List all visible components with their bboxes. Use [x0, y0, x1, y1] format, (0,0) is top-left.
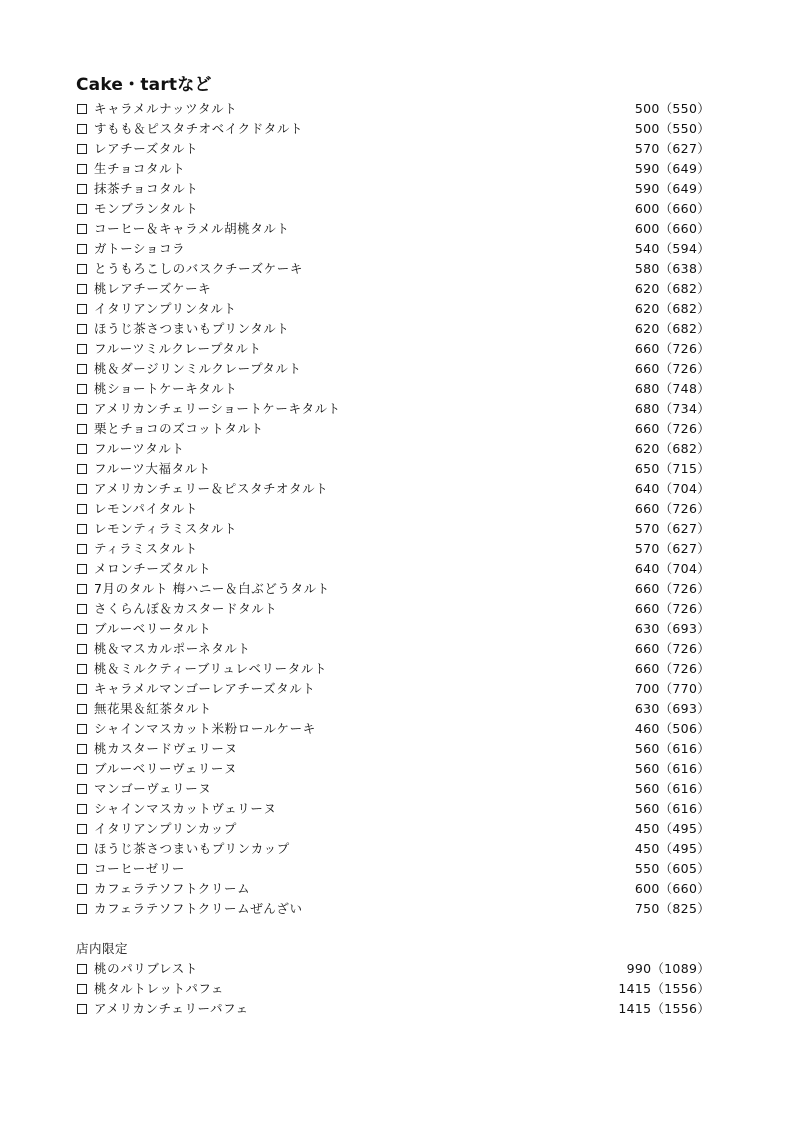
item-name: フルーツ大福タルト: [94, 461, 211, 476]
item-name: ブルーベリーヴェリーヌ: [94, 761, 238, 776]
item-name: 桃＆ミルクティーブリュレベリータルト: [94, 661, 328, 676]
item-price: 560（616）: [634, 761, 710, 776]
checkbox-icon[interactable]: [77, 224, 87, 234]
item-name: さくらんぼ＆カスタードタルト: [94, 601, 278, 616]
item-name: マンゴーヴェリーヌ: [94, 781, 212, 796]
item-name: フルーツミルクレープタルト: [94, 341, 262, 356]
menu-item: [76, 659, 716, 679]
menu-item: [76, 279, 716, 299]
item-name: ガトーショコラ: [94, 241, 186, 256]
item-price: 620（682）: [634, 441, 710, 456]
checkbox-icon[interactable]: [77, 724, 87, 734]
item-name: 桃＆マスカルポーネタルト: [94, 641, 251, 656]
checkbox-icon[interactable]: [77, 364, 87, 374]
menu-item: [76, 439, 716, 459]
checkbox-icon[interactable]: [77, 464, 87, 474]
item-name: ティラミスタルト: [94, 541, 198, 556]
menu-item: [76, 599, 716, 619]
checkbox-icon[interactable]: [77, 784, 87, 794]
item-price: 750（825）: [634, 901, 710, 916]
item-price: 680（748）: [634, 381, 710, 396]
menu-item: [76, 359, 716, 379]
menu-item: [76, 119, 716, 139]
menu-item: [76, 959, 716, 979]
item-name: 桃レアチーズケーキ: [94, 281, 212, 296]
item-name: カフェラテソフトクリームぜんざい: [94, 901, 303, 916]
item-name: ほうじ茶さつまいもプリンカップ: [94, 841, 290, 856]
checkbox-icon[interactable]: [77, 124, 87, 134]
item-name: 7月のタルト 梅ハニー＆白ぶどうタルト: [94, 581, 330, 596]
menu-item: [76, 579, 716, 599]
menu-item: [76, 399, 716, 419]
item-price: 620（682）: [634, 281, 710, 296]
item-name: 栗とチョコのズコットタルト: [94, 421, 264, 436]
item-name: コーヒーゼリー: [94, 861, 185, 876]
item-price: 660（726）: [634, 661, 710, 676]
menu-item-list: [76, 99, 716, 919]
checkbox-icon[interactable]: [77, 704, 87, 714]
checkbox-icon[interactable]: [77, 544, 87, 554]
item-price: 540（594）: [634, 241, 710, 256]
item-price: 640（704）: [634, 481, 710, 496]
menu-item: [76, 859, 716, 879]
item-price: 570（627）: [634, 141, 710, 156]
item-name: メロンチーズタルト: [94, 561, 212, 576]
menu-item: [76, 639, 716, 659]
item-name: 桃ショートケーキタルト: [94, 381, 238, 396]
item-name: キャラメルナッツタルト: [94, 101, 238, 116]
item-name: とうもろこしのバスクチーズケーキ: [94, 261, 303, 276]
menu-item: [76, 199, 716, 219]
item-name: レモンパイタルト: [94, 501, 198, 516]
item-price: 640（704）: [634, 561, 710, 576]
item-name: コーヒー＆キャラメル胡桃タルト: [94, 221, 290, 236]
checkbox-icon[interactable]: [77, 1004, 87, 1014]
checkbox-icon[interactable]: [77, 904, 87, 914]
menu-item: [76, 539, 716, 559]
item-price: 590（649）: [634, 161, 710, 176]
item-price: 450（495）: [634, 841, 710, 856]
item-price: 450（495）: [634, 821, 710, 836]
checkbox-icon[interactable]: [77, 664, 87, 674]
item-name: すもも＆ピスタチオベイクドタルト: [94, 121, 304, 136]
checkbox-icon[interactable]: [77, 384, 87, 394]
menu-item: [76, 719, 716, 739]
checkbox-icon[interactable]: [77, 864, 87, 874]
menu-item: [76, 679, 716, 699]
item-name: ほうじ茶さつまいもプリンタルト: [94, 321, 290, 336]
checkbox-icon[interactable]: [77, 644, 87, 654]
checkbox-icon[interactable]: [77, 564, 87, 574]
item-name: ブルーベリータルト: [94, 621, 212, 636]
checkbox-icon[interactable]: [77, 624, 87, 634]
menu-item: [76, 999, 716, 1019]
checkbox-icon[interactable]: [77, 984, 87, 994]
menu-item: [76, 459, 716, 479]
item-name: アメリカンチェリー＆ピスタチオタルト: [94, 481, 329, 496]
menu-item: [76, 419, 716, 439]
checkbox-icon[interactable]: [77, 244, 87, 254]
item-price: 560（616）: [634, 781, 710, 796]
checkbox-icon[interactable]: [77, 824, 87, 834]
page-title: Cake・tartなど: [76, 75, 212, 95]
menu-item: [76, 739, 716, 759]
checkbox-icon[interactable]: [77, 844, 87, 854]
item-name: シャインマスカットヴェリーヌ: [94, 801, 277, 816]
menu-item: [76, 839, 716, 859]
item-name: レアチーズタルト: [94, 141, 199, 156]
checkbox-icon[interactable]: [77, 964, 87, 974]
item-price: 660（726）: [634, 501, 710, 516]
item-price: 990（1089）: [626, 961, 710, 976]
item-name: イタリアンプリンタルト: [94, 301, 237, 316]
menu-item: [76, 339, 716, 359]
item-name: イタリアンプリンカップ: [94, 821, 237, 836]
item-name: アメリカンチェリーショートケーキタルト: [94, 401, 341, 416]
checkbox-icon[interactable]: [77, 504, 87, 514]
item-price: 630（693）: [634, 621, 710, 636]
item-name: キャラメルマンゴーレアチーズタルト: [94, 681, 316, 696]
item-price: 570（627）: [634, 541, 710, 556]
checkbox-icon[interactable]: [77, 684, 87, 694]
checkbox-icon[interactable]: [77, 524, 87, 534]
checkbox-icon[interactable]: [77, 304, 87, 314]
item-name: 桃のパリブレスト: [94, 961, 198, 976]
item-price: 660（726）: [634, 341, 710, 356]
checkbox-icon[interactable]: [77, 184, 87, 194]
menu-item: [76, 559, 716, 579]
menu-item: [76, 819, 716, 839]
item-price: 600（660）: [634, 881, 710, 896]
menu-item: [76, 759, 716, 779]
menu-item: [76, 519, 716, 539]
item-price: 1415（1556）: [618, 1001, 710, 1016]
menu-item: [76, 99, 716, 119]
checkbox-icon[interactable]: [77, 744, 87, 754]
item-price: 660（726）: [634, 601, 710, 616]
checkbox-icon[interactable]: [77, 584, 87, 594]
item-price: 500（550）: [634, 121, 710, 136]
menu-item: [76, 239, 716, 259]
item-price: 580（638）: [634, 261, 710, 276]
item-price: 460（506）: [634, 721, 710, 736]
item-price: 570（627）: [634, 521, 710, 536]
checkbox-icon[interactable]: [77, 884, 87, 894]
menu-item: [76, 619, 716, 639]
menu-item: [76, 499, 716, 519]
checkbox-icon[interactable]: [77, 344, 87, 354]
menu-item: [76, 139, 716, 159]
menu-item: [76, 479, 716, 499]
item-name: アメリカンチェリーパフェ: [94, 1001, 249, 1016]
item-price: 620（682）: [634, 301, 710, 316]
item-name: 桃タルトレットパフェ: [94, 981, 225, 996]
item-price: 630（693）: [634, 701, 710, 716]
menu-item: [76, 979, 716, 999]
item-name: モンブランタルト: [94, 201, 199, 216]
checkbox-icon[interactable]: [77, 484, 87, 494]
limited-item-list: [76, 959, 716, 1019]
checkbox-icon[interactable]: [77, 284, 87, 294]
item-price: 550（605）: [634, 861, 710, 876]
item-price: 660（726）: [634, 361, 710, 376]
checkbox-icon[interactable]: [77, 764, 87, 774]
item-price: 600（660）: [634, 221, 710, 236]
item-price: 560（616）: [634, 741, 710, 756]
item-price: 700（770）: [634, 681, 710, 696]
item-name: 無花果＆紅茶タルト: [94, 701, 212, 716]
checkbox-icon[interactable]: [77, 104, 87, 114]
item-price: 1415（1556）: [618, 981, 710, 996]
item-name: レモンティラミスタルト: [94, 521, 238, 536]
menu-item: [76, 699, 716, 719]
item-name: 桃＆ダージリンミルクレープタルト: [94, 361, 302, 376]
menu-item: [76, 879, 716, 899]
menu-item: [76, 299, 716, 319]
checkbox-icon[interactable]: [77, 264, 87, 274]
menu-item: [76, 259, 716, 279]
item-price: 590（649）: [634, 181, 710, 196]
checkbox-icon[interactable]: [77, 144, 87, 154]
menu-item: [76, 899, 716, 919]
item-name: カフェラテソフトクリーム: [94, 881, 251, 896]
menu-item: [76, 779, 716, 799]
menu-item: [76, 219, 716, 239]
checkbox-icon[interactable]: [77, 604, 87, 614]
item-name: シャインマスカット米粉ロールケーキ: [94, 721, 316, 736]
checkbox-icon[interactable]: [77, 164, 87, 174]
item-price: 560（616）: [634, 801, 710, 816]
menu-item: [76, 379, 716, 399]
menu-item: [76, 179, 716, 199]
checkbox-icon[interactable]: [77, 444, 87, 454]
item-price: 620（682）: [634, 321, 710, 336]
checkbox-icon[interactable]: [77, 204, 87, 214]
item-price: 500（550）: [634, 101, 710, 116]
item-name: 抹茶チョコタルト: [94, 181, 199, 196]
menu-item: [76, 319, 716, 339]
item-price: 660（726）: [634, 581, 710, 596]
item-price: 660（726）: [634, 421, 710, 436]
checkbox-icon[interactable]: [77, 324, 87, 334]
checkbox-icon[interactable]: [77, 424, 87, 434]
item-name: 生チョコタルト: [94, 161, 186, 176]
checkbox-icon[interactable]: [77, 804, 87, 814]
item-price: 650（715）: [634, 461, 710, 476]
limited-section-label: 店内限定: [76, 941, 129, 956]
item-price: 680（734）: [634, 401, 710, 416]
item-name: フルーツタルト: [94, 441, 185, 456]
item-price: 600（660）: [634, 201, 710, 216]
item-price: 660（726）: [634, 641, 710, 656]
item-name: 桃カスタードヴェリーヌ: [94, 741, 238, 756]
menu-item: [76, 159, 716, 179]
menu-item: [76, 799, 716, 819]
checkbox-icon[interactable]: [77, 404, 87, 414]
